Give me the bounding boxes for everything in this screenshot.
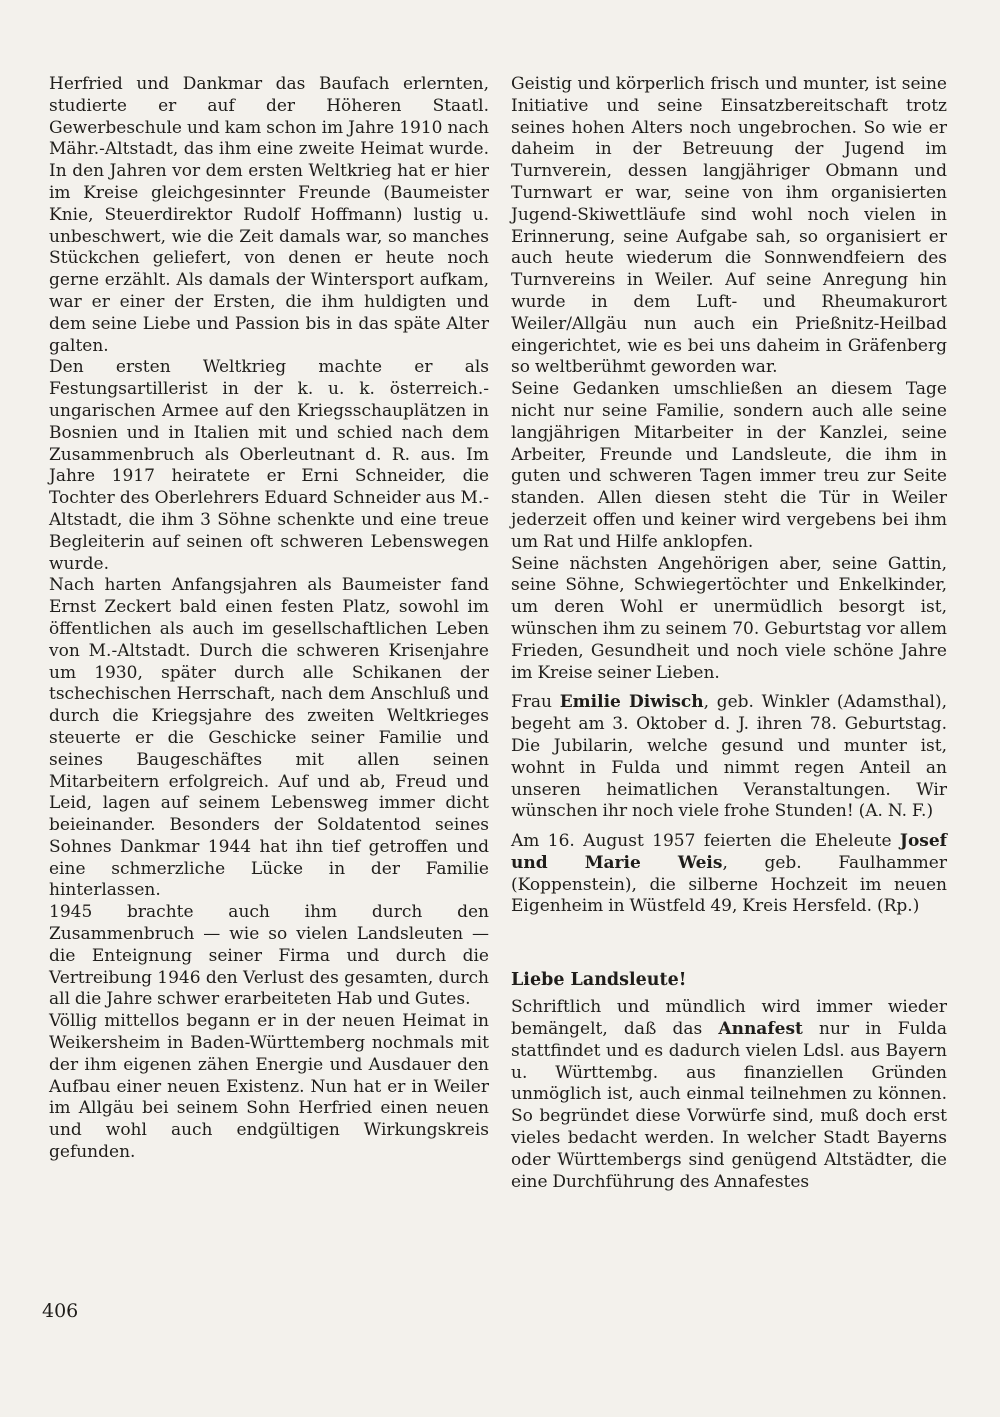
notice-text-pre: Frau [511,692,560,713]
paragraph-activity: Geistig und körperlich frisch und munter, ist seine Initiative und seine Einsatzbereitschaft trotz seines hohen Alters noch ungebrochen. So wie er daheim in der Betreuung der Jugend im Turnverein, dessen langjähriger Obmann und Turnwart er war, seine von ihm organisierten Jugend-Skiwettläufe sind wohl noch vielen in Erinnerung, seine Aufgabe sah, so organisiert er auch heute wiederum die Sonnwendfeiern des Turnvereins in Weiler. Auf seine Anregung hin wurde in dem Luft- und Rheumakurort Weiler/Allgäu nun auch ein Prießnitz-Heilbad eingerichtet, wie es bei uns daheim in Gräfenberg so weltberühmt geworden war. [511,74,947,378]
paragraph-birthday-notice [511,692,947,823]
paragraph-thoughts: Seine Gedanken umschließen an diesem Tage nicht nur seine Familie, sondern auch alle seine langjährigen Mitarbeiter in der Kanzlei, seine Arbeiter, Freunde und Landsleute, die ihm in guten und schweren Tagen immer treu zur Seite standen. Allen diesen steht die Tür in Weiler jederzeit offen und keiner wird vergebens bei ihm um Rat und Hilfe anklopfen. [511,379,947,552]
right-column [511,74,947,1193]
anniversary-text-pre: Am 16. August 1957 feierten die Eheleute [511,831,900,852]
left-column [49,74,489,1164]
annafest-text-pre: Schriftlich und mündlich wird immer wieder bemängelt, daß das [511,997,947,1040]
paragraph-anniversary-notice [511,831,947,918]
paragraph-master-builder: Nach harten Anfangsjahren als Baumeister fand Ernst Zeckert bald einen festen Platz, sowohl im öffentlichen als auch im gesellschaftlichen Leben von M.-Altstadt. Durch die schweren Krisenjahre um 1930, später durch alle Schikanen der tschechischen Herrschaft, nach dem Anschluß und durch die Kriegsjahre des zweiten Weltkrieges steuerte er die Geschicke seiner Familie und seines Baugeschäftes mit allen seinen Mitarbeitern erfolgreich. Auf und ab, Freud und Leid, lagen auf seinem Lebensweg immer dicht beieinander. Besonders der Soldatentod seines Sohnes Dankmar 1944 hat ihn tief getroffen und eine schmerzliche Lücke in der Familie hinterlassen. [49,575,489,901]
annafest-term: Annafest [718,1019,803,1040]
couple-name: Josef und Marie Weis [511,831,947,873]
paragraph-annafest [511,997,947,1193]
paragraph-family-wishes: Seine nächsten Angehörigen aber, seine Gattin, seine Söhne, Schwiegertöchter und Enkelkinder, um deren Wohl er unermüdlich besorgt ist, wünschen ihm zu seinem 70. Geburtstag vor allem Frieden, Gesundheit und noch viele schöne Jahre im Kreise seiner Lieben. [511,553,947,683]
anniversary-text-post: , geb. Faulhammer (Koppenstein), die silberne Hochzeit im neuen Eigenheim in Wüstfeld 49, Kreis Hersfeld. (Rp.) [511,852,947,917]
jubilarian-name: Emilie Diwisch [559,692,704,713]
annafest-text-post: nur in Fulda stattfindet und es dadurch vielen Ldsl. aus Bayern u. Württembg. aus finanziellen Gründen unmöglich ist, auch einmal teilnehmen zu können. So begründet diese Vorwürfe sind, muß doch erst vieles bedacht werden. In welcher Stadt Bayerns oder Württembergs sind genügend Altstädter, die eine Durchführung des Annafestes [511,1019,947,1192]
section-heading: Liebe Landsleute! [511,970,687,991]
notice-text-post: , geb. Winkler (Adamsthal), begeht am 3. Oktober d. J. ihren 78. Geburtstag. Die Jubilarin, welche gesund und munter ist, wohnt in Fulda und nimmt regen Anteil an unseren heimatlichen Veranstaltungen. Wir wünschen ihr noch viele frohe Stunden! (A. N. F.) [511,692,947,822]
page-number: 406 [42,1300,79,1322]
paragraph-studies: Herfried und Dankmar das Baufach erlernten, studierte er auf der Höheren Staatl. Gewerbeschule und kam schon im Jahre 1910 nach Mähr.-Altstadt, das ihm eine zweite Heimat wurde. In den Jahren vor dem ersten Weltkrieg hat er hier im Kreise gleichgesinnter Freunde (Baumeister Knie, Steuerdirektor Rudolf Hoffmann) lustig u. unbeschwert, wie die Zeit damals war, so manches Stückchen geliefert, von denen er heute noch gerne erzählt. Als damals der Wintersport aufkam, war er einer der Ersten, die ihm huldigten und dem seine Liebe und Passion bis in das späte Alter galten. [49,74,489,356]
paragraph-new-home: Völlig mittellos begann er in der neuen Heimat in Weikersheim in Baden-Württemberg nochmals mit der ihm eigenen zähen Energie und Ausdauer den Aufbau einer neuen Existenz. Nun hat er in Weiler im Allgäu bei seinem Sohn Herfried einen neuen und wohl auch endgültigen Wirkungskreis gefunden. [49,1011,489,1163]
paragraph-expulsion: 1945 brachte auch ihm durch den Zusammenbruch — wie so vielen Landsleuten — die Enteignung seiner Firma und durch die Vertreibung 1946 den Verlust des gesamten, durch all die Jahre schwer erarbeiteten Hab und Gutes. [49,902,489,1010]
paragraph-first-world-war: Den ersten Weltkrieg machte er als Festungsartillerist in der k. u. k. österreich.-ungarischen Armee auf den Kriegsschauplätzen in Bosnien und in Italien mit und schied nach dem Zusammenbruch als Oberleutnant d. R. aus. Im Jahre 1917 heiratete er Erni Schneider, die Tochter des Oberlehrers Eduard Schneider aus M.-Altstadt, die ihm 3 Söhne schenkte und eine treue Begleiterin auf seinen oft schweren Lebenswegen wurde. [49,357,489,574]
